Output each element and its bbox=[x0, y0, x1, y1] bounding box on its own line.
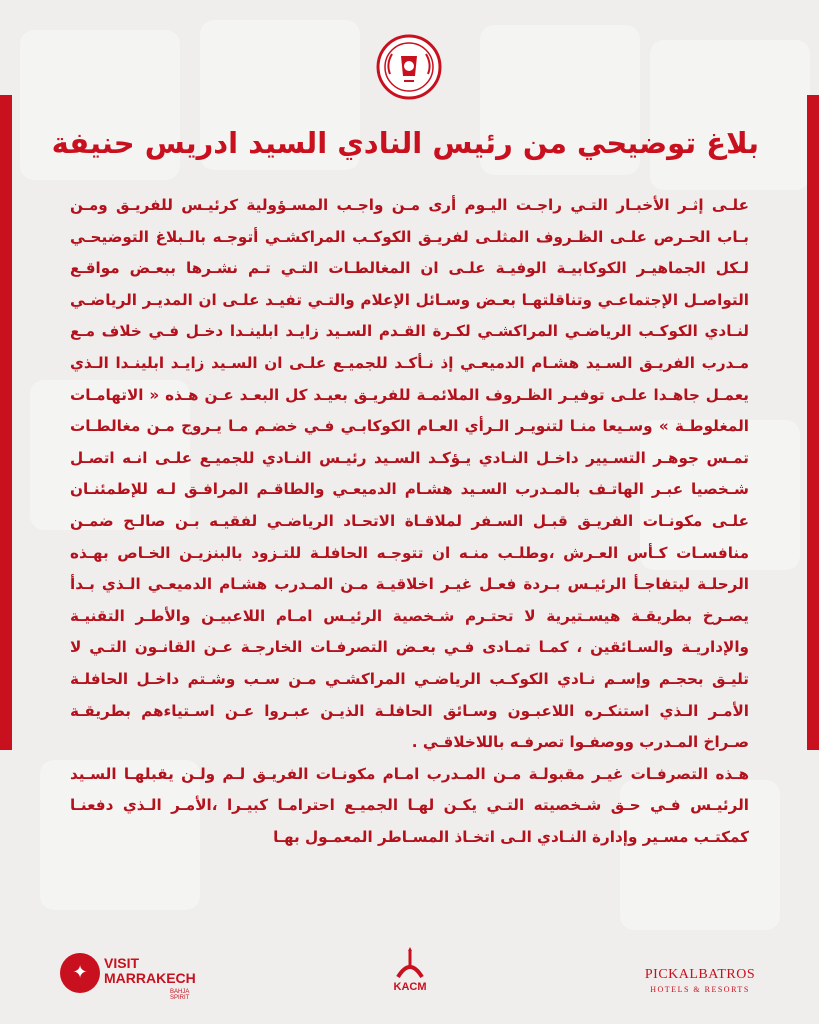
pickalbatros-subtitle: HOTELS & RESORTS bbox=[650, 985, 750, 994]
visit-marrakech-emblem-icon: ✦ bbox=[60, 953, 100, 993]
statement-paragraph-2: هـذه التصرفـات غيـر مقبولـة مـن المـدرب امـام مكونـات الفريـق لـم ولـن يقبلهـا السـيد الرئيـس فـي حـق شـخصيته التـي يكـن لهـا الجميـع احترامـا كبيـرا ،الأمـر الـذي دفعنـا كمكتـب مسـير وإدارة النـادي الـى اتخـاذ المسـاطر المعمـول بهـا bbox=[70, 764, 749, 846]
sponsor-logos bbox=[0, 945, 819, 1005]
kacm-label: KACM bbox=[393, 981, 427, 993]
visit-marrakech-tagline: BAHJA SPIRIT bbox=[170, 989, 190, 1001]
right-accent-bar bbox=[807, 95, 819, 750]
club-crest-icon bbox=[376, 34, 442, 100]
page-title: بلاغ توضيحي من رئيس النادي السيد ادريس حنيفة bbox=[51, 126, 759, 160]
visit-marrakech-logo bbox=[60, 945, 200, 1005]
kacm-mark-icon bbox=[390, 947, 430, 981]
statement-body bbox=[70, 190, 749, 853]
statement-paragraph-1: علـى إثـر الأخبـار التـي راجـت اليـوم أرى مـن واجـب المسـؤولية كرئيـس للفريـق ومـن بـاب الحـرص علـى الظـروف المثلـى لفريـق الكوكـب المراكشـي أتوجـه بالـبلاغ التوضيحـي لـكل الجماهيـر الكوكابيـة الوفيـة علـى ان المغالطـات التـي تـم نشـرها ببعـض مواقـع التواصـل الإجتماعـي وتناقلتهـا بعـض وسـائل الإعلام والتـي تفيـد علـى ان المديـر الرياضـي لنـادي الكوكـب الرياضـي المراكشـي لكـرة القـدم السـيد زايـد ابلينـدا دخـل فـي خلاف مـع مـدرب الفريـق السـيد هشـام الدميعـي إذ نـأكـد للجميـع علـى ان السـيد زايـد ابلينـدا الـذي يعمـل جاهـدا علـى توفيـر الظـروف الملائمـة للفريـق بعيـد كل البعـد عـن هـذه « الاتهامـات المغلوطـة » وسـيعا منـا لتنويـر الـرأي العـام الكوكابـي فـي خضـم مـا يـروج مـن مغالطـات تمـس جوهـر التسـيير داخـل النـادي يـؤكـد السـيد رئيـس النـادي للجميـع علـى انـه اتصـل شـخصيا عبـر الهاتـف بالمـدرب السـيد هشـام الدميعـي والطاقـم المرافـق لـه للإطمئنـان علـى مكونـات الفريـق قبـل السـفر لملاقـاة الاتحـاد الرياضـي لفقيـه بـن صالـح ضمـن منافسـات كـأس العـرش ،وطلـب منـه ان تتوجـه الحافلـة للتـزود بالبنزيـن الخـاص بهـذه الرحلـة ليتفاجـأ الرئيـس بـردة فعـل غيـر اخلاقيـة مـن المـدرب هشـام الدميعـي الـذي بـدأ يصـرخ بطريقـة هيسـتيرية لا تحتـرم شـخصية الرئيـس امـام اللاعبيـن والأطـر التقنيـة والإداريـة والسـائقين ، كمـا تمـادى فـي بعـض التصرفـات الخارجـة عـن القانـون التـي لا تليـق بحجـم وإسـم نـادي الكوكـب الرياضـي المراكشـي مـن سـب وشـتم داخـل الحافلـة الأمـر الـذي استنكـره اللاعبـون وسـائق الحافلـة الذيـن عبـروا عـن اسـتياءهم بطريقـة صـراخ المـدرب ووصفـوا تصرفـه باللاخلاقـي . bbox=[70, 196, 749, 752]
pickalbatros-name: PICKALBATROS bbox=[644, 967, 756, 982]
kacm-logo bbox=[378, 945, 442, 1005]
left-accent-bar bbox=[0, 95, 12, 750]
pickalbatros-logo bbox=[630, 945, 770, 1005]
visit-marrakech-line1: VISIT bbox=[104, 955, 140, 971]
visit-marrakech-line2: MARRAKECH bbox=[104, 970, 196, 986]
